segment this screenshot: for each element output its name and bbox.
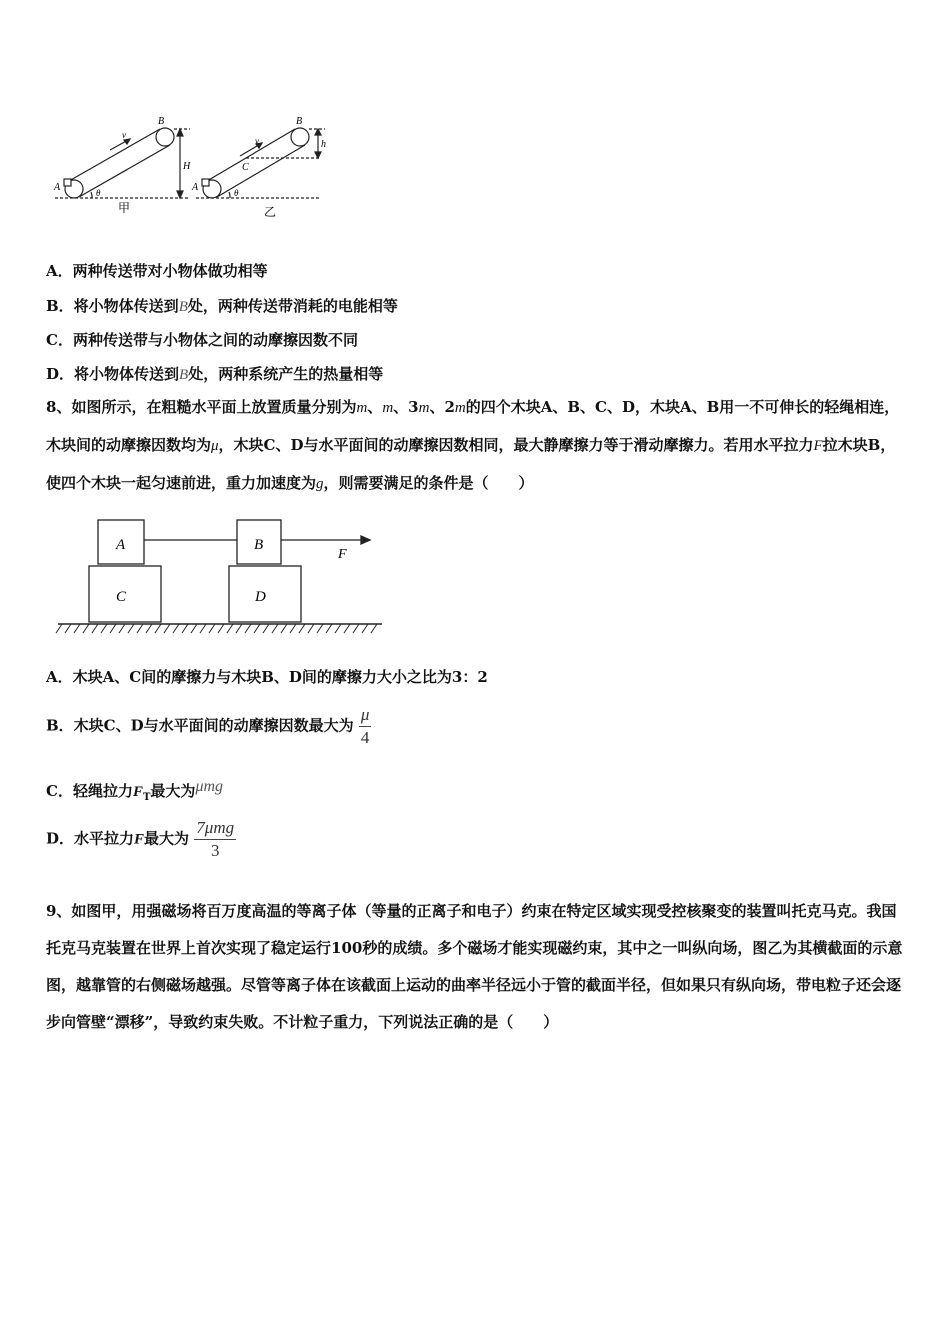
q7-option-c: [46, 329, 358, 350]
hatch-mark: [326, 624, 332, 633]
q8-option-d-denominator: 3: [210, 841, 220, 860]
hatch-mark: [92, 624, 98, 633]
hatch-mark: [353, 624, 359, 633]
hatch-mark: [371, 624, 377, 633]
q8-option-d-fraction: [194, 818, 236, 861]
q7-option-d-prefix: D．将小物体传送到: [46, 365, 180, 383]
hatch-mark: [155, 624, 161, 633]
hatch-mark: [335, 624, 341, 633]
q8-text-3: ，木块C、D与水平面间的动摩擦因数相同，最大静摩擦力等于滑动摩擦力。若用水平拉力: [218, 436, 814, 454]
fig7-label-B-right: B: [296, 116, 303, 127]
q8-option-d-F: F: [134, 831, 145, 848]
hatch-mark: [119, 624, 125, 633]
q8-stem: [46, 389, 906, 503]
hatch-mark: [83, 624, 89, 633]
q7-option-d-suffix: 处，两种系统产生的热量相等: [188, 365, 384, 383]
q8-mass-2: m: [382, 400, 394, 416]
hatch-mark: [110, 624, 116, 633]
q7-option-a-text: A．两种传送带对小物体做功相等: [46, 262, 268, 280]
hatch-mark: [218, 624, 224, 633]
q7-option-b-symbol: B: [178, 299, 188, 315]
q7-option-d-symbol: B: [179, 367, 189, 383]
hatch-mark: [164, 624, 170, 633]
q8-force-symbol: F: [813, 438, 823, 454]
ground-hatch: [56, 624, 377, 633]
hatch-mark: [254, 624, 260, 633]
q7-option-b-suffix: 处，两种传送带消耗的电能相等: [187, 297, 398, 315]
q8-sep-1: 、: [367, 398, 383, 416]
hatch-mark: [245, 624, 251, 633]
hatch-mark: [362, 624, 368, 633]
q8-option-c-text-2: 最大为: [150, 782, 196, 800]
q8-option-b-fraction: [359, 705, 372, 748]
fig7-caption-left: 甲: [118, 201, 131, 215]
q8-option-a: [46, 666, 488, 687]
q8-option-b-numerator: μ: [359, 705, 372, 727]
q8-sep-3: 、2: [429, 398, 455, 416]
fig7-caption-right: 乙: [264, 205, 277, 219]
fig7-label-theta-left: θ: [96, 188, 101, 198]
q9-stem: 9、如图甲，用强磁场将百万度高温的等离子体（等量的正离子和电子）约束在特定区域实现受控核聚变的装置叫托克马克。我国托克马克装置在世界上首次实现了稳定运行100秒的成绩。多个磁场才能实现磁约束，其中之一叫纵向场，图乙为其横截面的示意图，越靠管的右侧磁场越强。尽管等离子体在该截面上运动的曲率半径远小于管的截面半径，但如果只有纵向场，带电粒子还会逐步向管壁“漂移”，导致约束失败。不计粒子重力，下列说法正确的是（ ）: [46, 902, 903, 1031]
q8-option-c-F: F: [132, 784, 143, 800]
hatch-mark: [263, 624, 269, 633]
q8-option-c-text-1: C．轻绳拉力: [46, 782, 133, 800]
hatch-mark: [56, 624, 62, 633]
q8-option-c: [46, 780, 223, 803]
hatch-mark: [236, 624, 242, 633]
hatch-mark: [308, 624, 314, 633]
hatch-mark: [65, 624, 71, 633]
q7-option-b: [46, 295, 398, 316]
conveyor-figure: [50, 112, 350, 220]
block-d-label: D: [255, 589, 266, 605]
q8-gravity-symbol: g: [316, 476, 324, 492]
q8-sep-2: 、3: [393, 398, 419, 416]
fig7-label-B-left: B: [158, 116, 165, 127]
q8-mu: μ: [211, 438, 219, 454]
fig7-label-v-right: v: [255, 136, 259, 146]
hatch-mark: [74, 624, 80, 633]
q8-text-2: 的四个木块A、B、C、D，木块A、B用一不可伸长的轻绳相连，木块间的动摩擦因数均为: [46, 398, 900, 454]
fig7-label-A-right: A: [192, 182, 199, 193]
block-c-label: C: [116, 589, 127, 605]
q7-option-a: [46, 260, 268, 281]
conveyor-right: [196, 128, 325, 198]
q8-number: 8、: [46, 398, 72, 416]
hatch-mark: [182, 624, 188, 633]
q8-option-b-text: B．木块C、D与水平面间的动摩擦因数最大为: [46, 716, 354, 735]
hatch-mark: [317, 624, 323, 633]
fig7-label-A-left: A: [54, 182, 61, 193]
blocks-figure: [52, 512, 392, 640]
q8-option-b: [46, 705, 371, 748]
hatch-mark: [173, 624, 179, 633]
q8-mass-3: m: [418, 400, 430, 416]
q8-text-5: ，则需要满足的条件是（ ）: [323, 474, 534, 492]
fig7-label-C: C: [242, 162, 249, 173]
block-b-label: B: [254, 537, 264, 553]
q7-option-c-text: C．两种传送带与小物体之间的动摩擦因数不同: [46, 331, 358, 349]
q8-option-b-denominator: 4: [360, 728, 370, 747]
q7-option-b-prefix: B．将小物体传送到: [46, 297, 179, 315]
q8-text-4: 拉木块B，使四个木块一起匀速前进，重力加速度为: [46, 436, 896, 492]
q8-option-c-value: μmg: [195, 778, 224, 795]
q8-option-d-text-2: 最大为: [144, 829, 190, 848]
hatch-mark: [272, 624, 278, 633]
hatch-mark: [281, 624, 287, 633]
hatch-mark: [290, 624, 296, 633]
block-a-label: A: [116, 537, 126, 553]
hatch-mark: [101, 624, 107, 633]
q8-option-d-numerator: 7μmg: [194, 818, 236, 840]
q8-mass-4: m: [454, 400, 466, 416]
q8-option-c-subscript: T: [142, 792, 151, 803]
q8-mass-1: m: [356, 400, 368, 416]
q7-option-d: [46, 363, 383, 384]
hatch-mark: [191, 624, 197, 633]
hatch-mark: [128, 624, 134, 633]
hatch-mark: [137, 624, 143, 633]
fig7-label-h: h: [321, 139, 326, 150]
fig7-label-H: H: [183, 161, 191, 172]
hatch-mark: [200, 624, 206, 633]
hatch-mark: [227, 624, 233, 633]
hatch-mark: [344, 624, 350, 633]
fig7-label-v-left: v: [122, 130, 126, 140]
q8-option-d-text-1: D．水平拉力: [46, 829, 135, 848]
q8-option-d: [46, 818, 236, 861]
fig7-label-theta-right: θ: [234, 188, 239, 198]
q8-option-a-text: A．木块A、C间的摩擦力与木块B、D间的摩擦力大小之比为3：2: [46, 668, 488, 686]
hatch-mark: [299, 624, 305, 633]
force-label: F: [338, 547, 347, 562]
hatch-mark: [146, 624, 152, 633]
q8-text-1: 如图所示，在粗糙水平面上放置质量分别为: [71, 398, 357, 416]
hatch-mark: [209, 624, 215, 633]
